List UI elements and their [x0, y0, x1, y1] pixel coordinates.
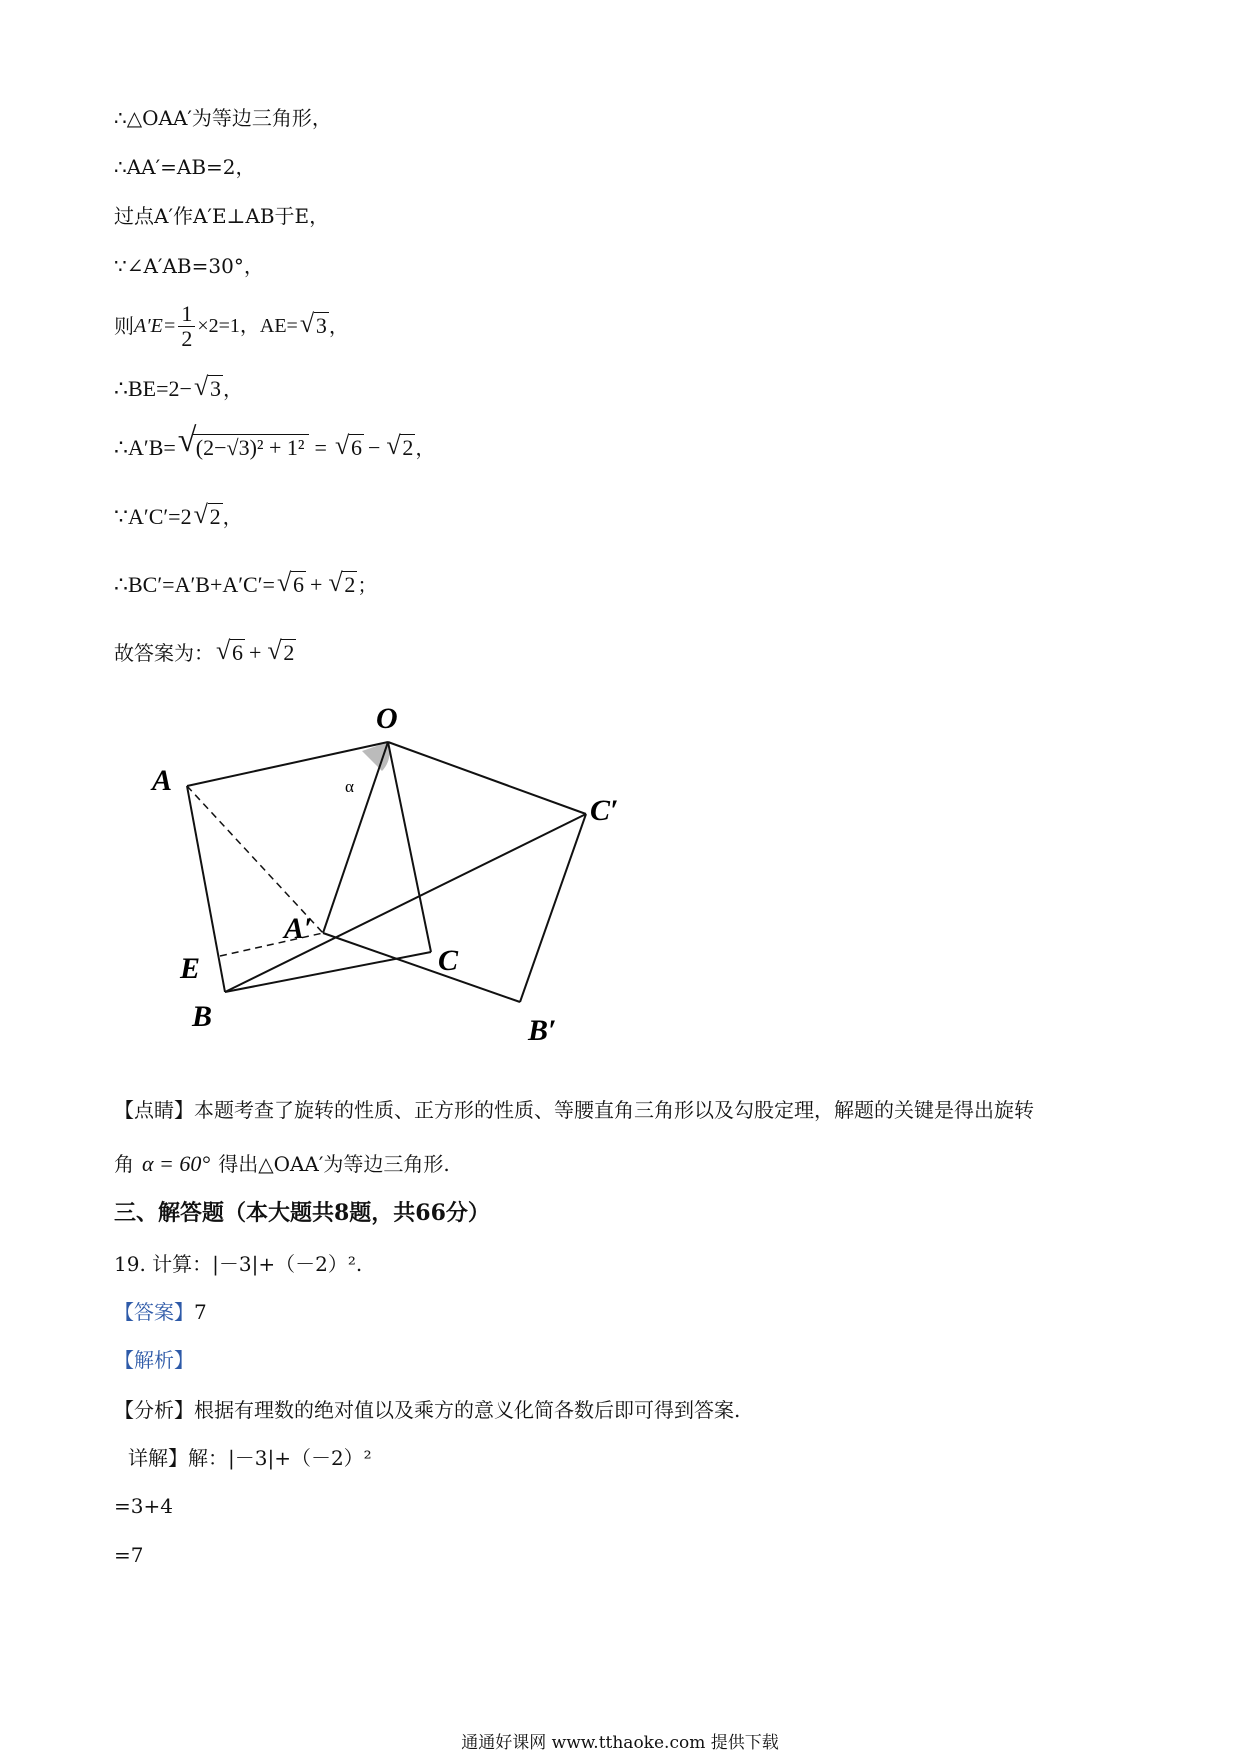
- text: ，: [328, 314, 349, 338]
- math-text: +: [249, 640, 262, 665]
- step-1: =3+4: [114, 1494, 173, 1518]
- line-ab-prime: [114, 422, 436, 468]
- answer-line: [114, 1298, 207, 1326]
- text: 故答案为：: [114, 641, 214, 665]
- math-text: ∴A′B=: [114, 435, 176, 460]
- text: 得出△OAA′为等边三角形.: [218, 1152, 450, 1176]
- dianjing-line1: 【点睛】本题考查了旋转的性质、正方形的性质、等腰直角三角形以及勾股定理，解题的关键是得出旋转: [114, 1098, 1034, 1122]
- fraction: [178, 302, 195, 351]
- answer-tag: 【答案】: [114, 1300, 194, 1324]
- segment-BC: [225, 952, 431, 992]
- radicand: (2−√3)² + 1²: [192, 434, 309, 461]
- line-angle: ∵∠A′AB=30°，: [114, 254, 264, 278]
- line-equilateral: ∴△OAA′为等边三角形，: [114, 106, 332, 130]
- math-text: −: [367, 435, 381, 460]
- section-title: 三、解答题（本大题共8题，共66分）: [114, 1200, 490, 1226]
- line-be: [114, 372, 243, 406]
- line-aa-ab: ∴AA′=AB=2，: [114, 155, 256, 179]
- label-B-prime: B′: [528, 1014, 557, 1047]
- text: 则: [114, 314, 134, 338]
- text: ；: [357, 573, 378, 597]
- math-text: ∴BE=2−: [114, 376, 192, 401]
- line-perpendicular: 过点A′作A′E⊥AB于E，: [114, 204, 330, 228]
- label-O: O: [376, 702, 398, 735]
- text: 角: [114, 1152, 134, 1176]
- segment-OCprime: [388, 742, 586, 814]
- fraction-denominator: 2: [181, 325, 193, 351]
- fraction-numerator: 1: [178, 302, 195, 327]
- line-bc-prime: [114, 568, 377, 602]
- radicand: 3: [315, 313, 327, 338]
- segment-AprimeO: [323, 742, 388, 933]
- dianjing-line2: [114, 1150, 450, 1178]
- sqrt: √ 2: [386, 431, 414, 460]
- label-B: B: [192, 1000, 213, 1033]
- geometry-figure: [140, 690, 660, 1070]
- label-C-prime: C′: [590, 794, 619, 827]
- sqrt: √ 6: [216, 636, 243, 665]
- segment-CO: [388, 742, 431, 952]
- radicand: 6: [292, 572, 304, 597]
- line-ac-prime: [114, 500, 243, 534]
- math-text: +: [309, 572, 323, 597]
- sqrt: √ 2: [193, 500, 221, 529]
- sqrt: √ 6: [276, 568, 304, 597]
- radicand: 2: [209, 504, 221, 529]
- step-2: =7: [114, 1543, 144, 1567]
- sqrt: √ 2: [267, 636, 295, 665]
- sqrt: √ 3: [193, 372, 221, 401]
- radicand: 6: [350, 435, 362, 460]
- label-C: C: [438, 944, 459, 977]
- answer-value: 7: [194, 1300, 207, 1324]
- label-E: E: [180, 952, 201, 985]
- sqrt-big: √ (2−√3)² + 1²: [178, 434, 309, 462]
- radicand: 6: [232, 640, 243, 665]
- radicand: 3: [209, 376, 221, 401]
- radicand: 2: [402, 435, 414, 460]
- math-text: A′E=: [134, 315, 177, 337]
- label-alpha: α: [345, 777, 354, 796]
- sqrt: √ 3: [299, 309, 327, 338]
- segment-OA: [187, 742, 388, 786]
- text: ，: [222, 505, 243, 529]
- line-final-answer: [114, 636, 296, 670]
- jiexi-tag: 【解析】: [114, 1348, 194, 1372]
- text: ，: [415, 436, 436, 460]
- math-text: ×2=1，AE=: [197, 315, 298, 337]
- math-alpha-60: α = 60°: [142, 1151, 211, 1176]
- math-text: ∵A′C′=2: [114, 504, 192, 529]
- label-A-prime: A′: [284, 912, 313, 945]
- question-19: 19. 计算：|－3|+（－2）².: [114, 1252, 363, 1276]
- text: ，: [222, 377, 243, 401]
- xiangjie-line: 详解】解：|－3|+（－2）²: [128, 1446, 372, 1470]
- radicand: 2: [283, 640, 295, 665]
- segment-AAprime-dashed: [187, 786, 323, 933]
- math-text: =: [314, 435, 327, 460]
- math-text: ∴BC′=A′B+A′C′=: [114, 572, 275, 597]
- sqrt: √ 6: [334, 431, 362, 460]
- radicand: 2: [344, 572, 356, 597]
- label-A: A: [152, 764, 173, 797]
- footer-watermark: 通通好课网 www.tthaoke.com 提供下载: [461, 1733, 779, 1753]
- fenxi-line: 【分析】根据有理数的绝对值以及乘方的意义化简各数后即可得到答案.: [114, 1398, 741, 1422]
- sqrt: √ 2: [328, 568, 356, 597]
- line-ae: [114, 296, 349, 356]
